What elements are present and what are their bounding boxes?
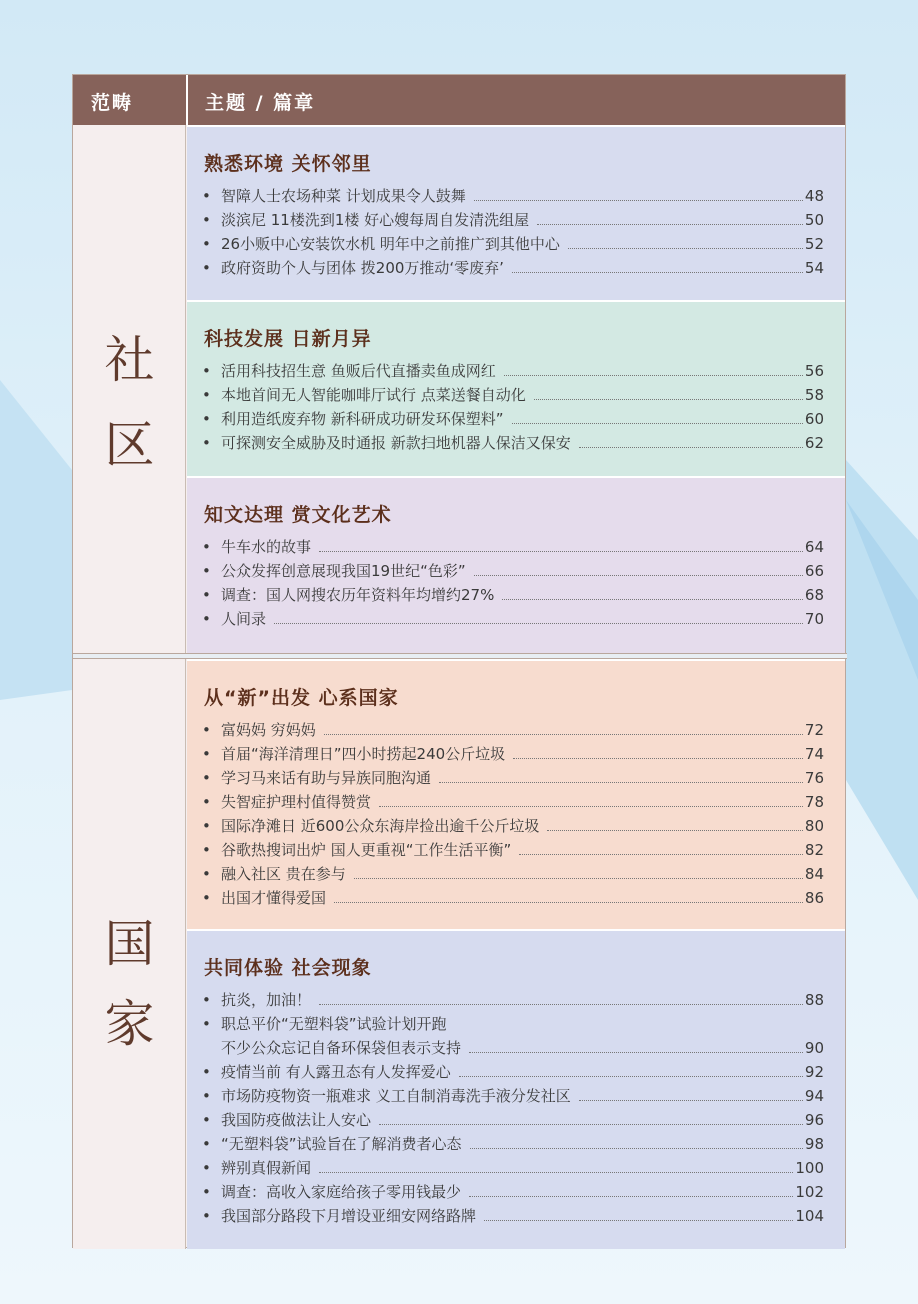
toc-entry[interactable] xyxy=(202,1156,824,1180)
entry-title: 调查：高收入家庭给孩子零用钱最少 xyxy=(221,1180,461,1204)
page-number: 52 xyxy=(804,235,824,253)
toc-entry[interactable] xyxy=(202,988,824,1012)
page-number: 60 xyxy=(804,410,824,428)
entry-title: 失智症护理村值得赞赏 xyxy=(221,790,371,814)
toc-entry[interactable] xyxy=(202,1036,824,1060)
section-title: 共同体验 社会现象 xyxy=(204,957,372,979)
toc-entry[interactable] xyxy=(202,1180,824,1204)
entry-title: 不少公众忘记自备环保袋但表示支持 xyxy=(221,1036,461,1060)
page-number: 64 xyxy=(804,538,824,556)
table-of-contents xyxy=(72,74,846,1248)
toc-entry[interactable] xyxy=(202,583,824,607)
page-number: 48 xyxy=(804,187,824,205)
bullet-icon: • xyxy=(202,211,211,229)
toc-entry[interactable] xyxy=(202,886,824,910)
leader-dots xyxy=(379,805,803,807)
category-char: 家 xyxy=(104,995,155,1053)
entry-title: 本地首间无人智能咖啡厅试行 点菜送餐自动化 xyxy=(221,383,526,407)
leader-dots xyxy=(324,733,803,735)
entry-title: 公众发挥创意展现我国19世纪“色彩” xyxy=(221,559,466,583)
entry-title: 淡滨尼 11楼洗到1楼 好心嫂每周自发清洗组屋 xyxy=(221,208,529,232)
toc-entry[interactable] xyxy=(202,431,824,455)
entry-title: 国际净滩日 近600公众东海岸捡出逾千公斤垃圾 xyxy=(221,814,539,838)
leader-dots xyxy=(319,1171,793,1173)
page-number: 68 xyxy=(804,586,824,604)
entry-title: 政府资助个人与团体 拨200万推动‘零废弃’ xyxy=(221,256,504,280)
toc-entry[interactable] xyxy=(202,790,824,814)
page-number: 50 xyxy=(804,211,824,229)
bullet-icon: • xyxy=(202,721,211,739)
leader-dots xyxy=(469,1195,793,1197)
bullet-icon: • xyxy=(202,187,211,205)
leader-dots xyxy=(484,1219,793,1221)
entry-title: 26小贩中心安装饮水机 明年中之前推广到其他中心 xyxy=(221,232,560,256)
entry-title: 首届“海洋清理日”四小时捞起240公斤垃圾 xyxy=(221,742,505,766)
toc-entry[interactable] xyxy=(202,256,824,280)
toc-entry[interactable] xyxy=(202,607,824,631)
section-title: 科技发展 日新月异 xyxy=(204,328,372,350)
topic-column-header: 主题 / 篇章 xyxy=(205,92,316,114)
toc-entry[interactable] xyxy=(202,1012,824,1036)
toc-entry[interactable] xyxy=(202,232,824,256)
toc-entry[interactable] xyxy=(202,1084,824,1108)
category-char: 区 xyxy=(104,416,155,474)
entry-title: 人间录 xyxy=(221,607,266,631)
bullet-icon: • xyxy=(202,769,211,787)
leader-dots xyxy=(568,247,803,249)
bullet-icon: • xyxy=(202,1135,211,1153)
page-number: 82 xyxy=(804,841,824,859)
leader-dots xyxy=(513,757,803,759)
category-cell xyxy=(73,659,186,1249)
entry-title: 活用科技招生意 鱼贩后代直播卖鱼成网红 xyxy=(221,359,496,383)
leader-dots xyxy=(470,1147,803,1149)
page-number: 90 xyxy=(804,1039,824,1057)
page-number: 78 xyxy=(804,793,824,811)
bullet-icon: • xyxy=(202,991,211,1009)
bullet-icon: • xyxy=(202,745,211,763)
toc-entry[interactable] xyxy=(202,1060,824,1084)
group-separator xyxy=(73,653,847,659)
category-char: 社 xyxy=(104,331,155,389)
page-number: 66 xyxy=(804,562,824,580)
leader-dots xyxy=(334,901,803,903)
section-title: 从“新”出发 心系国家 xyxy=(204,687,399,709)
leader-dots xyxy=(537,223,803,225)
page-number: 86 xyxy=(804,889,824,907)
bullet-icon: • xyxy=(202,865,211,883)
page-number: 58 xyxy=(804,386,824,404)
category-column-header: 范畴 xyxy=(91,92,134,114)
toc-entry[interactable] xyxy=(202,559,824,583)
page-number: 56 xyxy=(804,362,824,380)
bullet-icon: • xyxy=(202,538,211,556)
page-number: 72 xyxy=(804,721,824,739)
toc-entry[interactable] xyxy=(202,862,824,886)
toc-entry[interactable] xyxy=(202,184,824,208)
toc-entry[interactable] xyxy=(202,718,824,742)
entry-title: 出国才懂得爱国 xyxy=(221,886,326,910)
table-header xyxy=(73,75,845,125)
leader-dots xyxy=(519,853,803,855)
page-number: 70 xyxy=(804,610,824,628)
toc-entry[interactable] xyxy=(202,1132,824,1156)
leader-dots xyxy=(459,1075,803,1077)
leader-dots xyxy=(439,781,803,783)
section-title: 熟悉环境 关怀邻里 xyxy=(204,153,372,175)
page-number: 80 xyxy=(804,817,824,835)
toc-entry[interactable] xyxy=(202,838,824,862)
category-char: 国 xyxy=(104,915,155,973)
page-number: 74 xyxy=(804,745,824,763)
bullet-icon: • xyxy=(202,1183,211,1201)
leader-dots xyxy=(474,574,803,576)
page-number: 62 xyxy=(804,434,824,452)
category-cell xyxy=(73,125,186,653)
toc-entry[interactable] xyxy=(202,742,824,766)
page-number: 102 xyxy=(795,1183,824,1201)
leader-dots xyxy=(354,877,803,879)
entry-title: “无塑料袋”试验旨在了解消费者心态 xyxy=(221,1132,462,1156)
entry-title: 市场防疫物资一瓶难求 义工自制消毒洗手液分发社区 xyxy=(221,1084,571,1108)
bullet-icon: • xyxy=(202,1015,211,1033)
leader-dots xyxy=(474,199,803,201)
leader-dots xyxy=(547,829,803,831)
page-number: 54 xyxy=(804,259,824,277)
leader-dots xyxy=(319,550,803,552)
toc-section xyxy=(187,476,845,653)
entry-title: 融入社区 贵在参与 xyxy=(221,862,346,886)
bullet-icon: • xyxy=(202,1111,211,1129)
toc-entry[interactable] xyxy=(202,814,824,838)
leader-dots xyxy=(379,1123,803,1125)
entry-title: 我国防疫做法让人安心 xyxy=(221,1108,371,1132)
toc-entry[interactable] xyxy=(202,208,824,232)
bullet-icon: • xyxy=(202,386,211,404)
toc-entry[interactable] xyxy=(202,359,824,383)
toc-entry[interactable] xyxy=(202,407,824,431)
toc-entry[interactable] xyxy=(202,1108,824,1132)
toc-section xyxy=(187,929,845,1249)
page-number: 94 xyxy=(804,1087,824,1105)
page-number: 84 xyxy=(804,865,824,883)
entry-title: 职总平价“无塑料袋”试验计划开跑 xyxy=(221,1012,447,1036)
entry-title: 利用造纸废弃物 新科研成功研发环保塑料” xyxy=(221,407,504,431)
leader-dots xyxy=(579,446,803,448)
leader-dots xyxy=(502,598,803,600)
page-number: 96 xyxy=(804,1111,824,1129)
bullet-icon: • xyxy=(202,259,211,277)
page-number: 104 xyxy=(795,1207,824,1225)
toc-section xyxy=(187,659,845,929)
entry-title: 谷歌热搜词出炉 国人更重视“工作生活平衡” xyxy=(221,838,511,862)
leader-dots xyxy=(274,622,803,624)
entry-title: 疫情当前 有人露丑态有人发挥爱心 xyxy=(221,1060,451,1084)
entry-title: 可探测安全威胁及时通报 新款扫地机器人保洁又保安 xyxy=(221,431,571,455)
toc-entry[interactable] xyxy=(202,535,824,559)
leader-dots xyxy=(512,271,803,273)
entry-title: 辨别真假新闻 xyxy=(221,1156,311,1180)
entry-title: 学习马来话有助与异族同胞沟通 xyxy=(221,766,431,790)
leader-dots xyxy=(512,422,803,424)
bullet-icon: • xyxy=(202,235,211,253)
leader-dots xyxy=(504,374,803,376)
bullet-icon: • xyxy=(202,841,211,859)
entry-title: 富妈妈 穷妈妈 xyxy=(221,718,316,742)
section-title: 知文达理 赏文化艺术 xyxy=(204,504,392,526)
entry-title: 调查：国人网搜农历年资料年均增约27% xyxy=(221,583,494,607)
bullet-icon: • xyxy=(202,362,211,380)
leader-dots xyxy=(469,1051,803,1053)
bullet-icon: • xyxy=(202,817,211,835)
toc-section xyxy=(187,300,845,476)
toc-entry[interactable] xyxy=(202,383,824,407)
page-number: 98 xyxy=(804,1135,824,1153)
bullet-icon: • xyxy=(202,562,211,580)
bullet-icon: • xyxy=(202,1207,211,1225)
entry-title: 牛车水的故事 xyxy=(221,535,311,559)
bullet-icon: • xyxy=(202,1087,211,1105)
bullet-icon: • xyxy=(202,1159,211,1177)
leader-dots xyxy=(319,1003,803,1005)
bullet-icon: • xyxy=(202,410,211,428)
bullet-icon: • xyxy=(202,1063,211,1081)
header-divider xyxy=(186,75,188,125)
entry-title: 我国部分路段下月增设亚细安网络路牌 xyxy=(221,1204,476,1228)
bullet-icon: • xyxy=(202,889,211,907)
bullet-icon: • xyxy=(202,610,211,628)
toc-entry[interactable] xyxy=(202,766,824,790)
page-number: 100 xyxy=(795,1159,824,1177)
leader-dots xyxy=(534,398,803,400)
bullet-icon: • xyxy=(202,434,211,452)
page-number: 76 xyxy=(804,769,824,787)
bullet-icon: • xyxy=(202,793,211,811)
page-number: 88 xyxy=(804,991,824,1009)
entry-title: 智障人士农场种菜 计划成果令人鼓舞 xyxy=(221,184,466,208)
page-number: 92 xyxy=(804,1063,824,1081)
entry-title: 抗炎，加油！ xyxy=(221,988,311,1012)
toc-section xyxy=(187,125,845,300)
leader-dots xyxy=(579,1099,803,1101)
bullet-icon: • xyxy=(202,586,211,604)
toc-entry[interactable] xyxy=(202,1204,824,1228)
